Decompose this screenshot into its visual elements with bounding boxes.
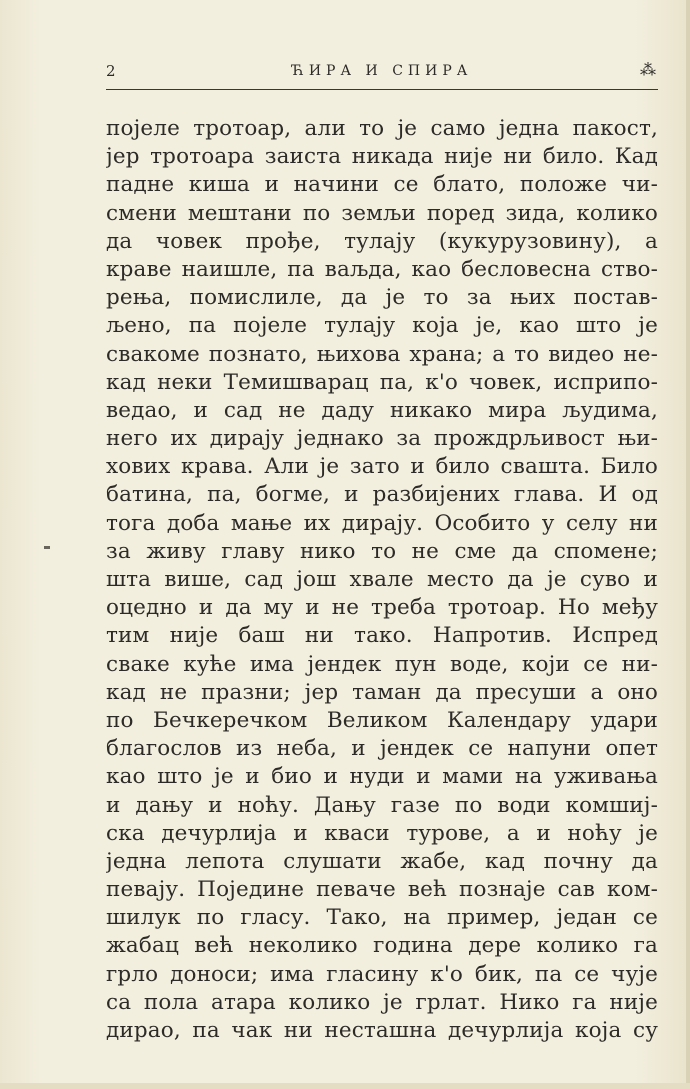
text-line: дирао, па чак ни несташна дечурлија која су [106, 1018, 658, 1043]
text-line: као што је и био и нуди и мами на уживања [106, 764, 658, 790]
running-title: ЋИРА И СПИРА [291, 63, 473, 79]
text-line: жабац већ неколико година дере колико га [106, 933, 658, 959]
text-line: грло доноси; има гласину к'о бик, па се чује [106, 961, 658, 987]
text-line: благослов из неба, и јендек се напуни опет [106, 736, 658, 762]
text-line: по Бечкеречком Великом Календару удари [106, 707, 658, 733]
text-line: за живу главу нико то не сме да спомене; [106, 538, 658, 564]
margin-mark [44, 546, 50, 549]
text-line: јер тротоара заиста никада није ни било. Кад [106, 144, 658, 170]
text-line: падне киша и начини се блато, положе чи- [106, 172, 658, 198]
running-header [106, 58, 658, 86]
body-text [106, 115, 658, 1045]
text-line: кад не празни; јер таман да пресуши а оно [106, 679, 658, 705]
text-line: љено, па појеле тулају која је, као што је [106, 313, 658, 339]
page-number: 2 [106, 62, 117, 80]
page-edge-right [686, 0, 690, 1089]
ornament-icon: ⁂ [640, 60, 656, 79]
page-edge-bottom [0, 1083, 690, 1089]
text-line: шилук по гласу. Тако, на пример, један се [106, 905, 658, 931]
text-line: ведао, и сад не даду никако мира људима, [106, 397, 658, 423]
text-line: тога доба мање их дирају. Особито у селу ни [106, 510, 658, 536]
text-line: једна лепота слушати жабе, кад почну да [106, 848, 658, 874]
text-line: рења, помислиле, да је то за њих постав- [106, 285, 658, 311]
text-line: појеле тротоар, али то је само једна пакост, [106, 116, 658, 141]
text-line: са пола атара колико је грлат. Нико га није [106, 989, 658, 1015]
text-line: свакоме познато, њихова храна; а то видео не- [106, 341, 658, 367]
text-line: хових крава. Али је зато и било свашта. Било [106, 454, 658, 480]
text-line: оцедно и да му и не треба тротоар. Но међу [106, 595, 658, 621]
text-line: краве наишле, па ваљда, као бесловесна ство- [106, 256, 658, 282]
text-line: сваке куће има јендек пун воде, који се ни- [106, 651, 658, 677]
text-line: него их дирају једнако за прождрљивост њи- [106, 426, 658, 452]
text-line: батина, па, богме, и разбијених глава. И од [106, 482, 658, 508]
text-line: ска дечурлија и кваси турове, а и ноћу је [106, 820, 658, 846]
text-line: тим није баш ни тако. Напротив. Испред [106, 623, 658, 649]
header-rule [106, 89, 658, 90]
text-line: смени мештани по земљи поред зида, колико [106, 200, 658, 226]
text-line: певају. Поједине певаче већ познаје сав ком- [106, 877, 658, 903]
text-line: кад неки Темишварац па, к'о човек, исприпо- [106, 369, 658, 395]
text-line: шта више, сад још хвале место да је суво и [106, 567, 658, 592]
text-line: да човек прође, тулају (кукурузовину), а [106, 228, 658, 254]
text-line: и дању и ноћу. Дању газе по води комшиј- [106, 792, 658, 818]
